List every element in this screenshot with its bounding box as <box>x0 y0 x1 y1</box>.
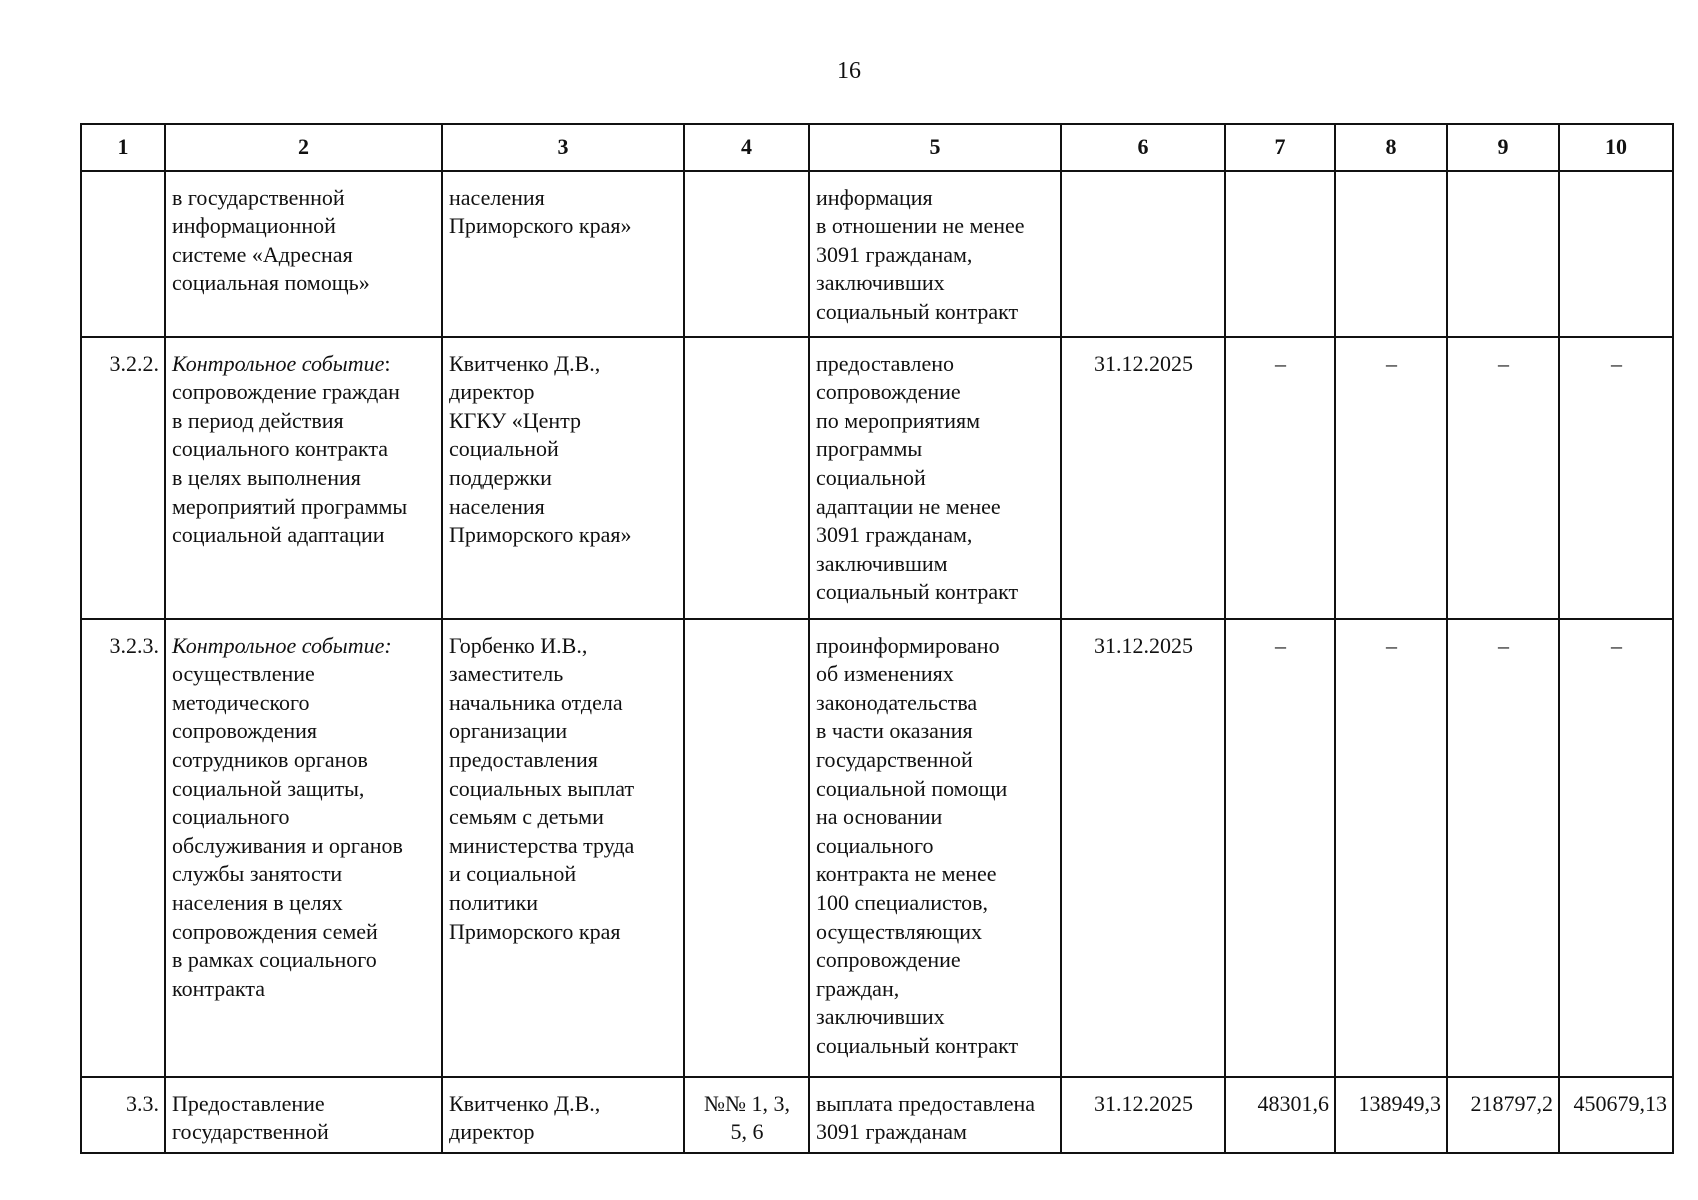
cell-col7 <box>1225 171 1335 337</box>
cell-event <box>165 337 442 619</box>
cell-col7: – <box>1225 619 1335 1077</box>
control-event-label: Контрольное событие: <box>172 632 392 658</box>
cell-deadline: 31.12.2025 <box>1061 619 1225 1077</box>
table-row <box>81 619 1673 1077</box>
cell-indicators: №№ 1, 3, 5, 6 <box>684 1077 809 1153</box>
control-event-text: сопровождение граждан в период действия социального контракта в целях выполнения мероприятий программы социальной адаптации <box>172 379 408 548</box>
cell-deadline: 31.12.2025 <box>1061 1077 1225 1153</box>
cell-col9: 218797,2 <box>1447 1077 1559 1153</box>
cell-col9: – <box>1447 619 1559 1077</box>
cell-indicators <box>684 619 809 1077</box>
cell-col10: – <box>1559 337 1673 619</box>
page-number: 16 <box>837 58 861 84</box>
header-cell-1: 1 <box>81 124 165 171</box>
header-cell-9: 9 <box>1447 124 1559 171</box>
header-cell-6: 6 <box>1061 124 1225 171</box>
header-cell-5: 5 <box>809 124 1061 171</box>
header-cell-3: 3 <box>442 124 684 171</box>
cell-responsible: Квитченко Д.В., директор КГКУ «Центр социальной поддержки населения Приморского края» <box>442 337 684 619</box>
header-row <box>81 124 1673 171</box>
cell-deadline: 31.12.2025 <box>1061 337 1225 619</box>
table-row <box>81 1077 1673 1153</box>
header-cell-4: 4 <box>684 124 809 171</box>
cell-number: 3.3. <box>81 1077 165 1153</box>
header-cell-2: 2 <box>165 124 442 171</box>
cell-indicators <box>684 171 809 337</box>
cell-result: выплата предоставлена 3091 гражданам <box>809 1077 1061 1153</box>
cell-result: предоставлено сопровождение по мероприятиям программы социальной адаптации не менее 3091 гражданам, заключившим социальный контракт <box>809 337 1061 619</box>
cell-col8: – <box>1335 619 1447 1077</box>
cell-number: 3.2.2. <box>81 337 165 619</box>
control-event-separator: : <box>384 350 391 376</box>
header-cell-7: 7 <box>1225 124 1335 171</box>
cell-col10: – <box>1559 619 1673 1077</box>
cell-col10 <box>1559 171 1673 337</box>
cell-event: Предоставление государственной <box>165 1077 442 1153</box>
cell-result: информация в отношении не менее 3091 гражданам, заключивших социальный контракт <box>809 171 1061 337</box>
cell-col8 <box>1335 171 1447 337</box>
cell-number: 3.2.3. <box>81 619 165 1077</box>
cell-deadline <box>1061 171 1225 337</box>
cell-responsible: Горбенко И.В., заместитель начальника отдела организации предоставления социальных выплат семьям с детьми министерства труда и социальной политики Приморского края <box>442 619 684 1077</box>
cell-responsible: Квитченко Д.В., директор <box>442 1077 684 1153</box>
header-cell-10: 10 <box>1559 124 1673 171</box>
cell-event: в государственной информационной системе «Адресная социальная помощь» <box>165 171 442 337</box>
control-event-label: Контрольное событие <box>172 350 385 376</box>
cell-event <box>165 619 442 1077</box>
cell-responsible: населения Приморского края» <box>442 171 684 337</box>
cell-col8: – <box>1335 337 1447 619</box>
header-cell-8: 8 <box>1335 124 1447 171</box>
control-event-text: осуществление методического сопровождения сотрудников органов социальной защиты, социального обслуживания и органов службы занятости населения в целях сопровождения семей в рамках социального контракта <box>172 661 403 1001</box>
cell-col9: – <box>1447 337 1559 619</box>
plan-table <box>80 123 1674 1154</box>
cell-result: проинформировано об изменениях законодательства в части оказания государственной социальной помощи на основании социального контракта не менее 100 специалистов, осуществляющих сопровождение граждан, заключивших социальный контракт <box>809 619 1061 1077</box>
cell-col7: – <box>1225 337 1335 619</box>
table-row <box>81 171 1673 337</box>
table-row <box>81 337 1673 619</box>
cell-col10: 450679,13 <box>1559 1077 1673 1153</box>
cell-col9 <box>1447 171 1559 337</box>
cell-col7: 48301,6 <box>1225 1077 1335 1153</box>
cell-col8: 138949,3 <box>1335 1077 1447 1153</box>
cell-indicators <box>684 337 809 619</box>
cell-number <box>81 171 165 337</box>
